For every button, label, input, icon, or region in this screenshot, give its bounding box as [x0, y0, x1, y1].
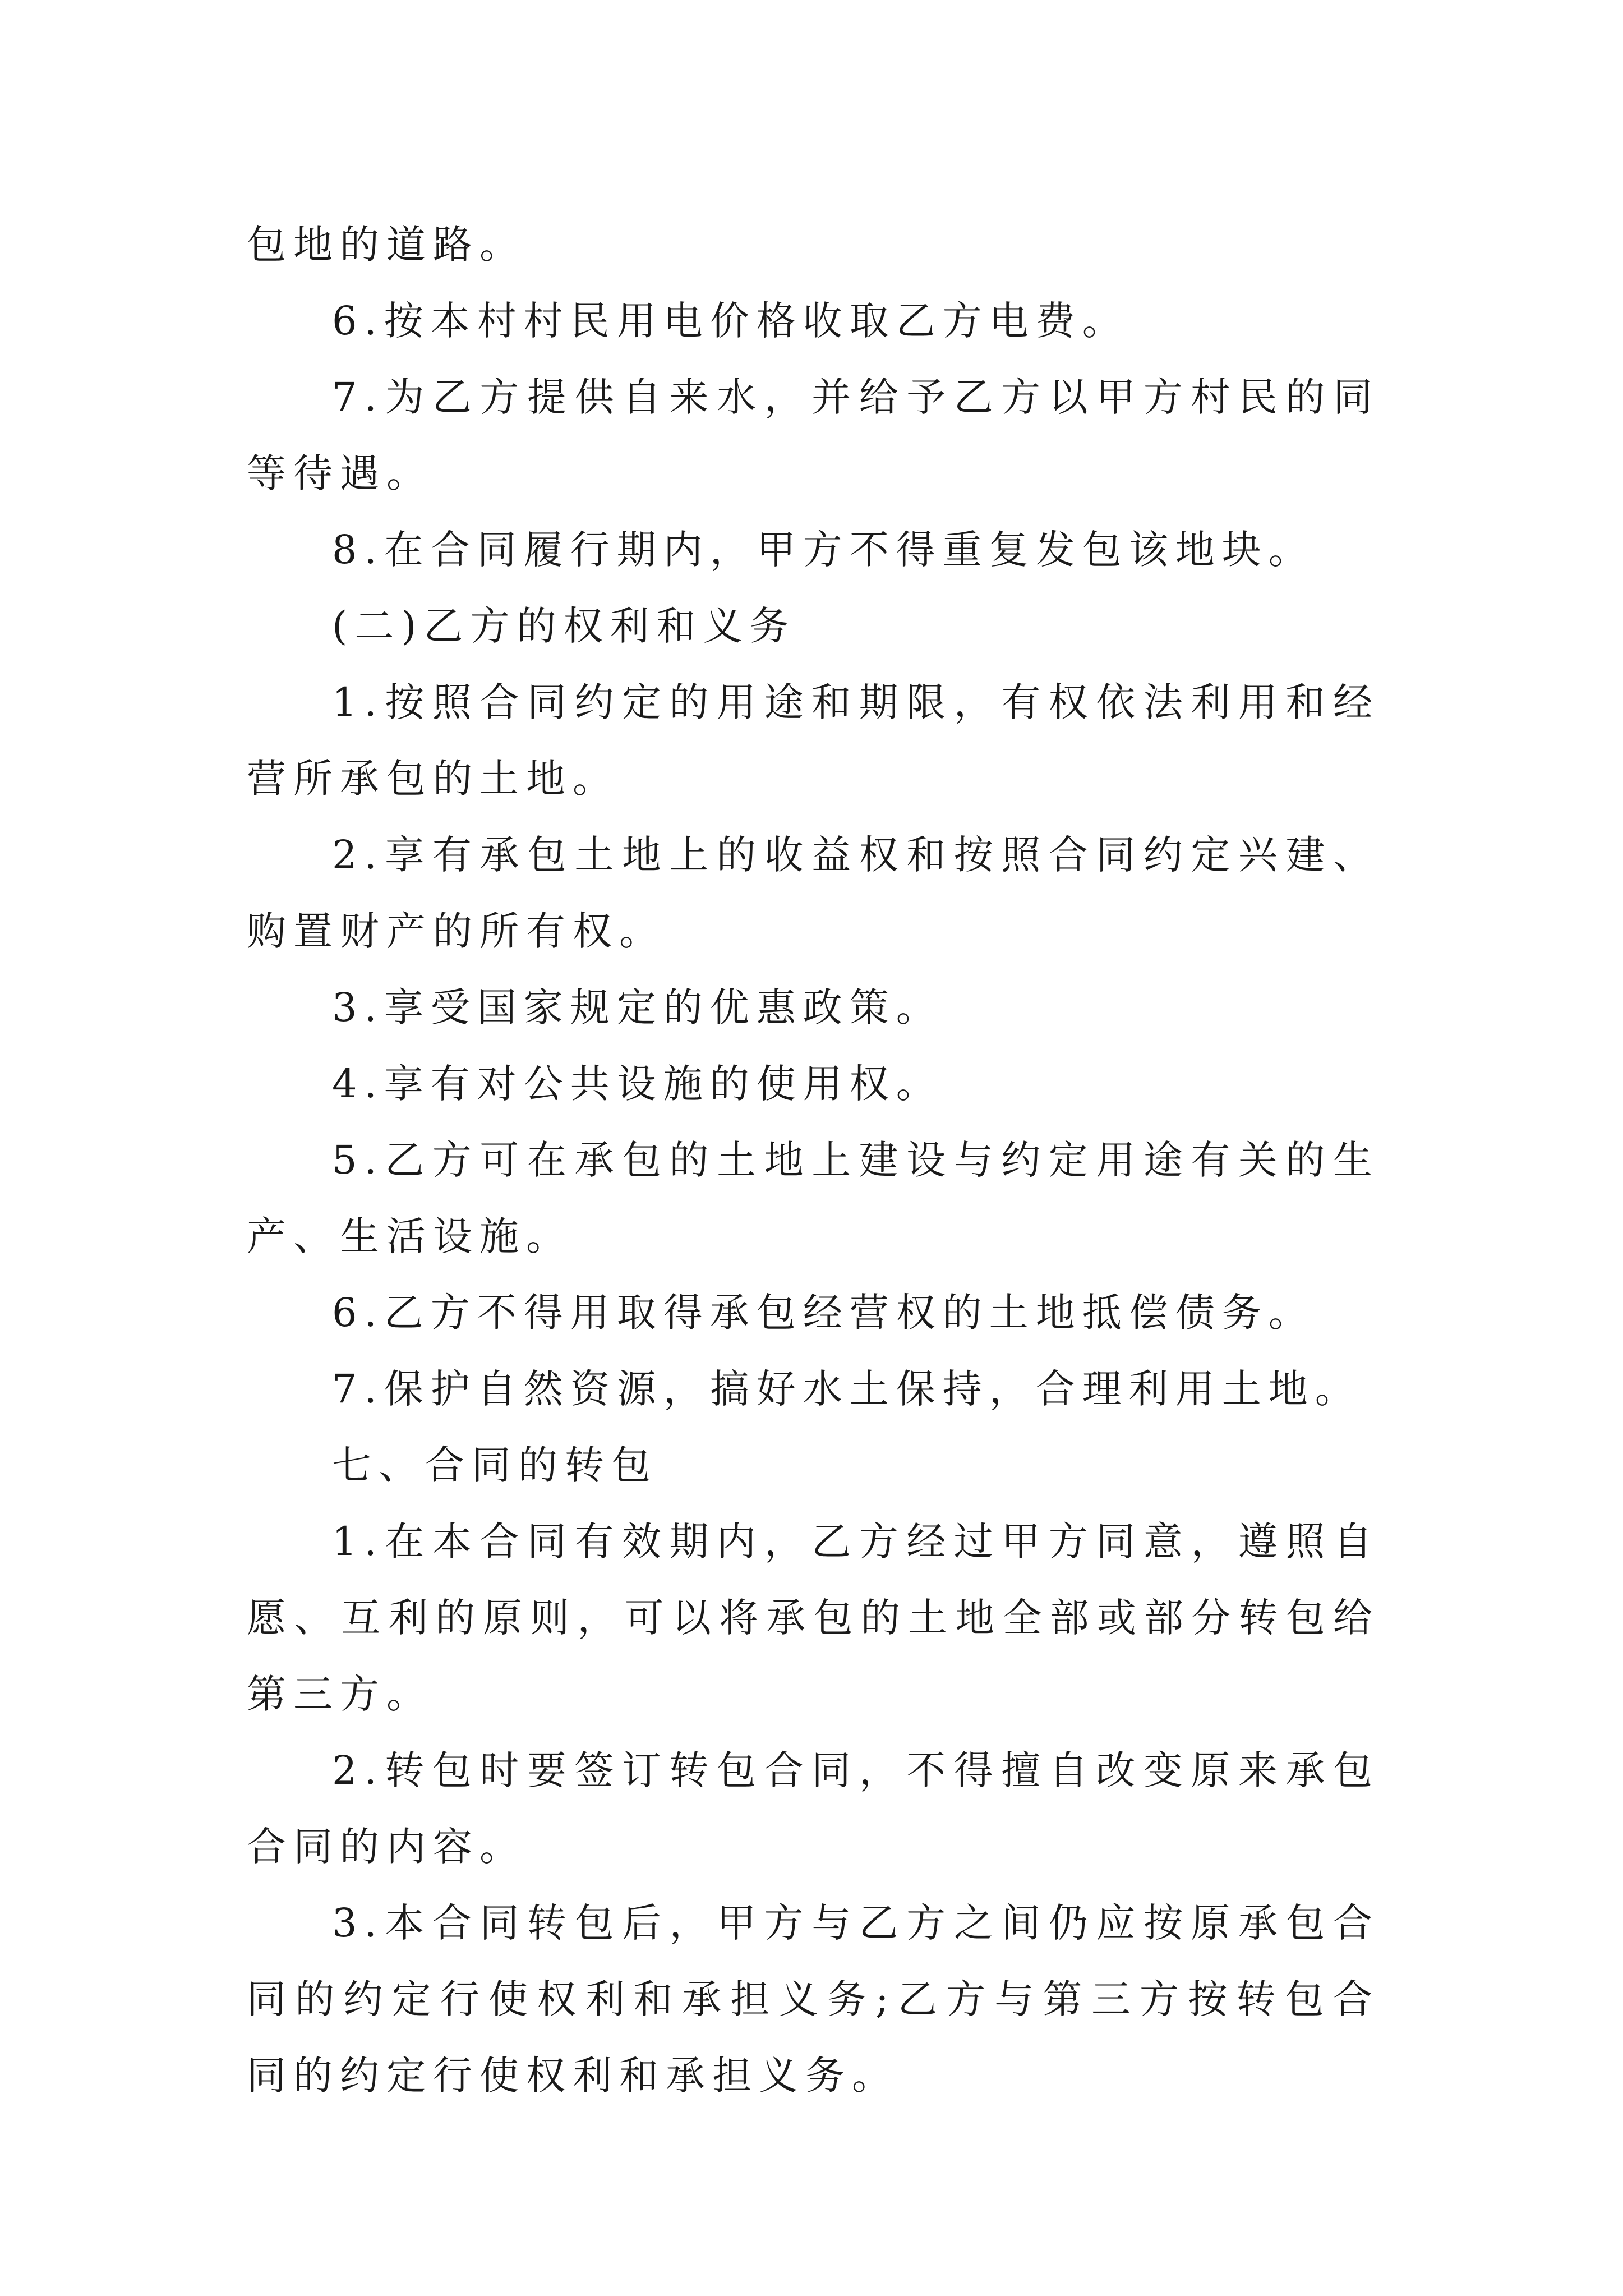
paragraph: 8.在合同履行期内，甲方不得重复发包该地块。: [332, 527, 1315, 573]
document-body: [247, 206, 1380, 2114]
paragraph: 2.转包时要签订转包合同，不得擅自改变原来承包合同的内容。: [247, 1747, 1380, 1870]
paragraph: 3.享受国家规定的优惠政策。: [332, 984, 943, 1030]
paragraph: 7.为乙方提供自来水，并给予乙方以甲方村民的同等待遇。: [247, 374, 1380, 496]
paragraph: 6.乙方不得用取得承包经营权的土地抵偿债务。: [332, 1290, 1315, 1336]
section-heading: (二)乙方的权利和义务: [332, 603, 796, 649]
paragraph: 6.按本村村民用电价格收取乙方电费。: [332, 298, 1129, 344]
paragraph: 1.按照合同约定的用途和期限，有权依法利用和经营所承包的土地。: [247, 679, 1380, 802]
section-heading: 七、合同的转包: [332, 1442, 658, 1488]
paragraph: 4.享有对公共设施的使用权。: [332, 1061, 943, 1107]
paragraph: 1.在本合同有效期内，乙方经过甲方同意，遵照自愿、互利的原则，可以将承包的土地全部或部分转包给第三方。: [247, 1519, 1380, 1717]
paragraph: 7.保护自然资源，搞好水土保持，合理利用土地。: [332, 1366, 1362, 1412]
paragraph: 包地的道路。: [247, 222, 526, 268]
paragraph: 5.乙方可在承包的土地上建设与约定用途有关的生产、生活设施。: [247, 1137, 1380, 1259]
paragraph: 3.本合同转包后，甲方与乙方之间仍应按原承包合同的约定行使权利和承担义务;乙方与第三方按转包合同的约定行使权利和承担义务。: [247, 1900, 1380, 2099]
paragraph: 2.享有承包土地上的收益权和按照合同约定兴建、购置财产的所有权。: [247, 832, 1380, 954]
